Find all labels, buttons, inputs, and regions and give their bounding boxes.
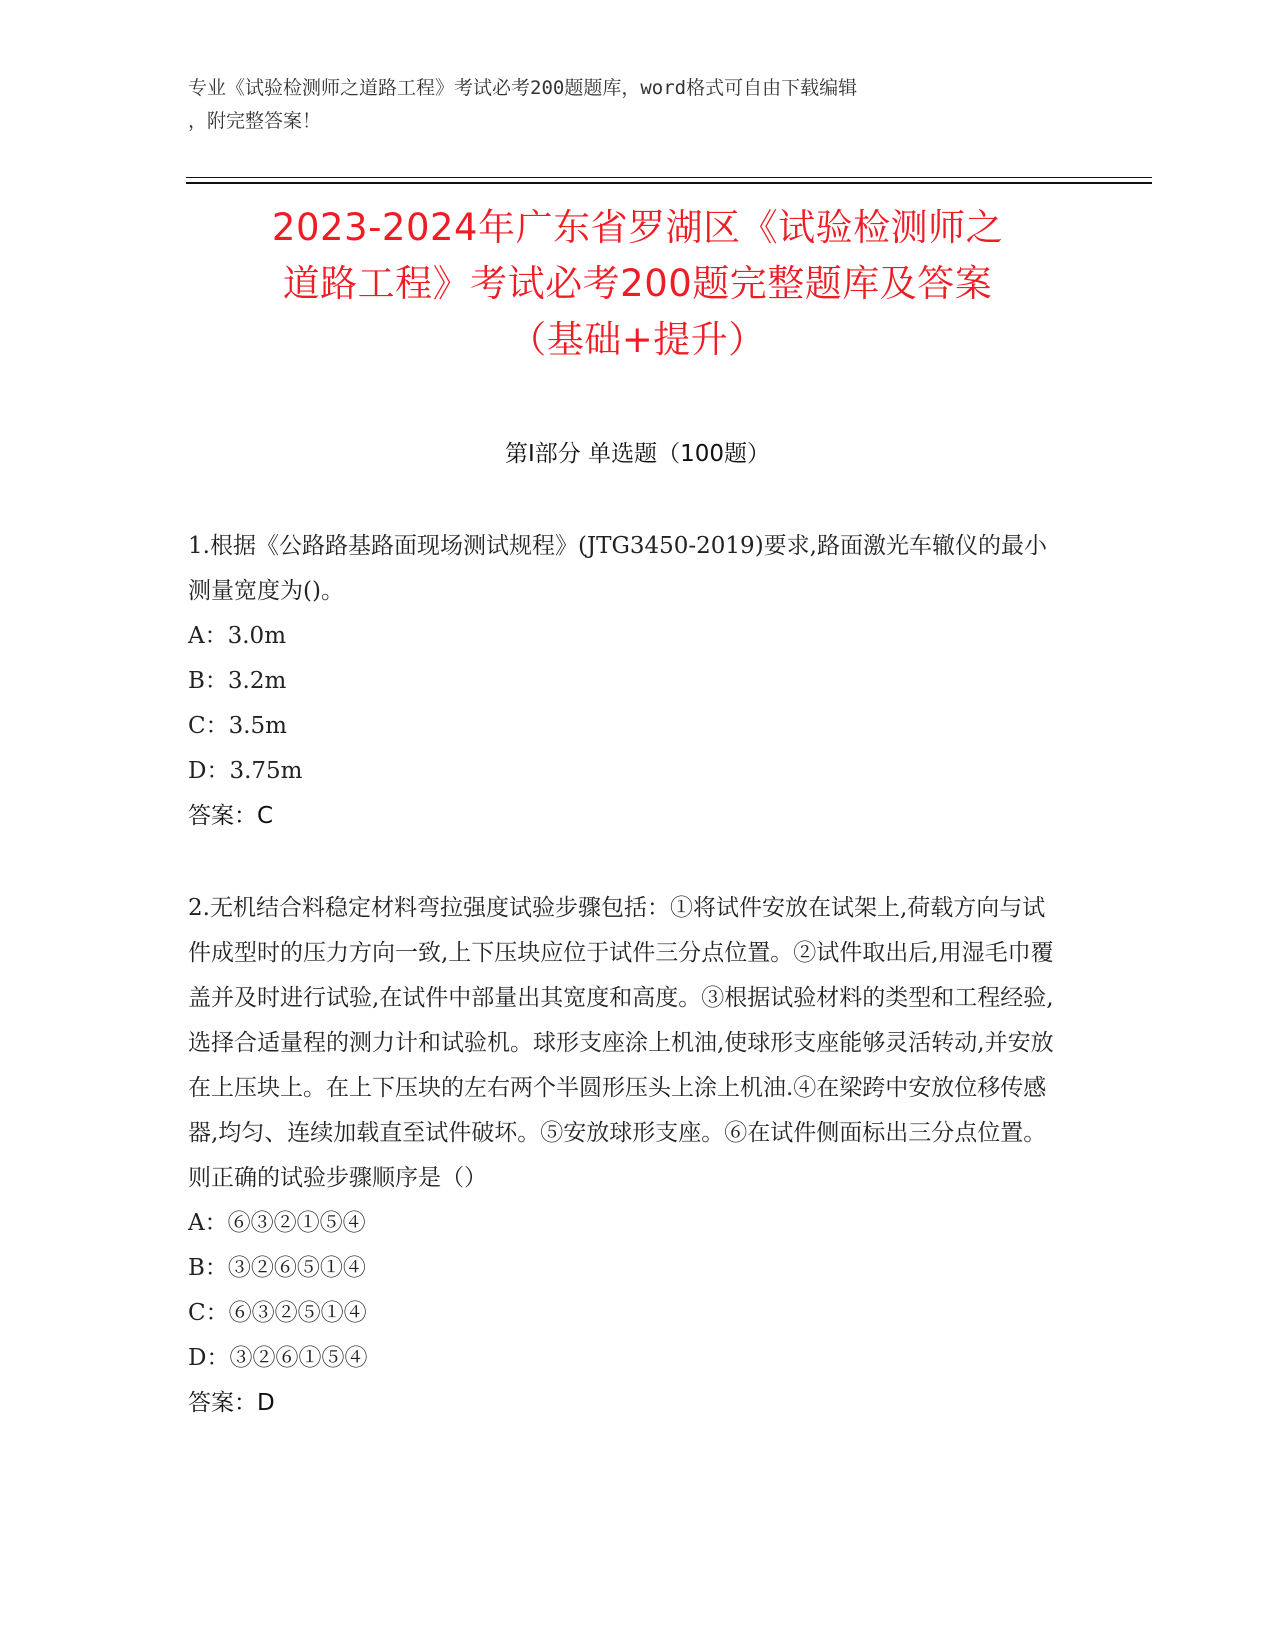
header-note-line-1: 专业《试验检测师之道路工程》考试必考200题题库，word格式可自由下载编辑 — [188, 77, 858, 99]
document-title-line-2: 道路工程》考试必考200题完整题库及答案 — [282, 262, 993, 305]
answer: 答案：C — [188, 803, 274, 829]
option-b: B：3.2m — [188, 668, 287, 694]
section-heading: 第Ⅰ部分 单选题（100题） — [505, 441, 770, 467]
option-c: C：⑥③②⑤①④ — [188, 1300, 367, 1326]
question-1 — [188, 524, 1068, 839]
header-note — [188, 72, 1068, 138]
option-a: A：3.0m — [188, 623, 286, 649]
question-stem: 2.无机结合料稳定材料弯拉强度试验步骤包括：①将试件安放在试架上,荷载方向与试件成型时的压力方向一致,上下压块应位于试件三分点位置。②试件取出后,用湿毛巾覆盖并及时进行试验,在试件中部量出其宽度和高度。③根据试验材料的类型和工程经验,选择合适量程的测力计和试验机。球形支座涂上机油,使球形支座能够灵活转动,并安放在上压块上。在上下压块的左右两个半圆形压头上涂上机油.④在梁跨中安放位移传感器,均匀、连续加载直至试件破坏。⑤安放球形支座。⑥在试件侧面标出三分点位置。则正确的试验步骤顺序是（） — [188, 895, 1054, 1191]
question-stem: 1.根据《公路路基路面现场测试规程》(JTG3450-2019)要求,路面激光车辙仪的最小测量宽度为()。 — [188, 533, 1047, 604]
option-d: D：③②⑥①⑤④ — [188, 1345, 368, 1371]
option-b: B：③②⑥⑤①④ — [188, 1255, 366, 1281]
document-title — [150, 200, 1125, 368]
option-a: A：⑥③②①⑤④ — [188, 1210, 366, 1236]
answer: 答案：D — [188, 1390, 275, 1416]
document-title-line-1: 2023-2024年广东省罗湖区《试验检测师之 — [271, 206, 1004, 249]
option-c: C：3.5m — [188, 713, 287, 739]
header-note-line-2: ，附完整答案！ — [188, 110, 322, 132]
document-title-line-3: （基础+提升） — [509, 318, 766, 361]
header-divider-thin — [186, 177, 1152, 178]
question-2 — [188, 886, 1068, 1426]
option-d: D：3.75m — [188, 758, 303, 784]
header-divider-thick — [186, 182, 1152, 184]
